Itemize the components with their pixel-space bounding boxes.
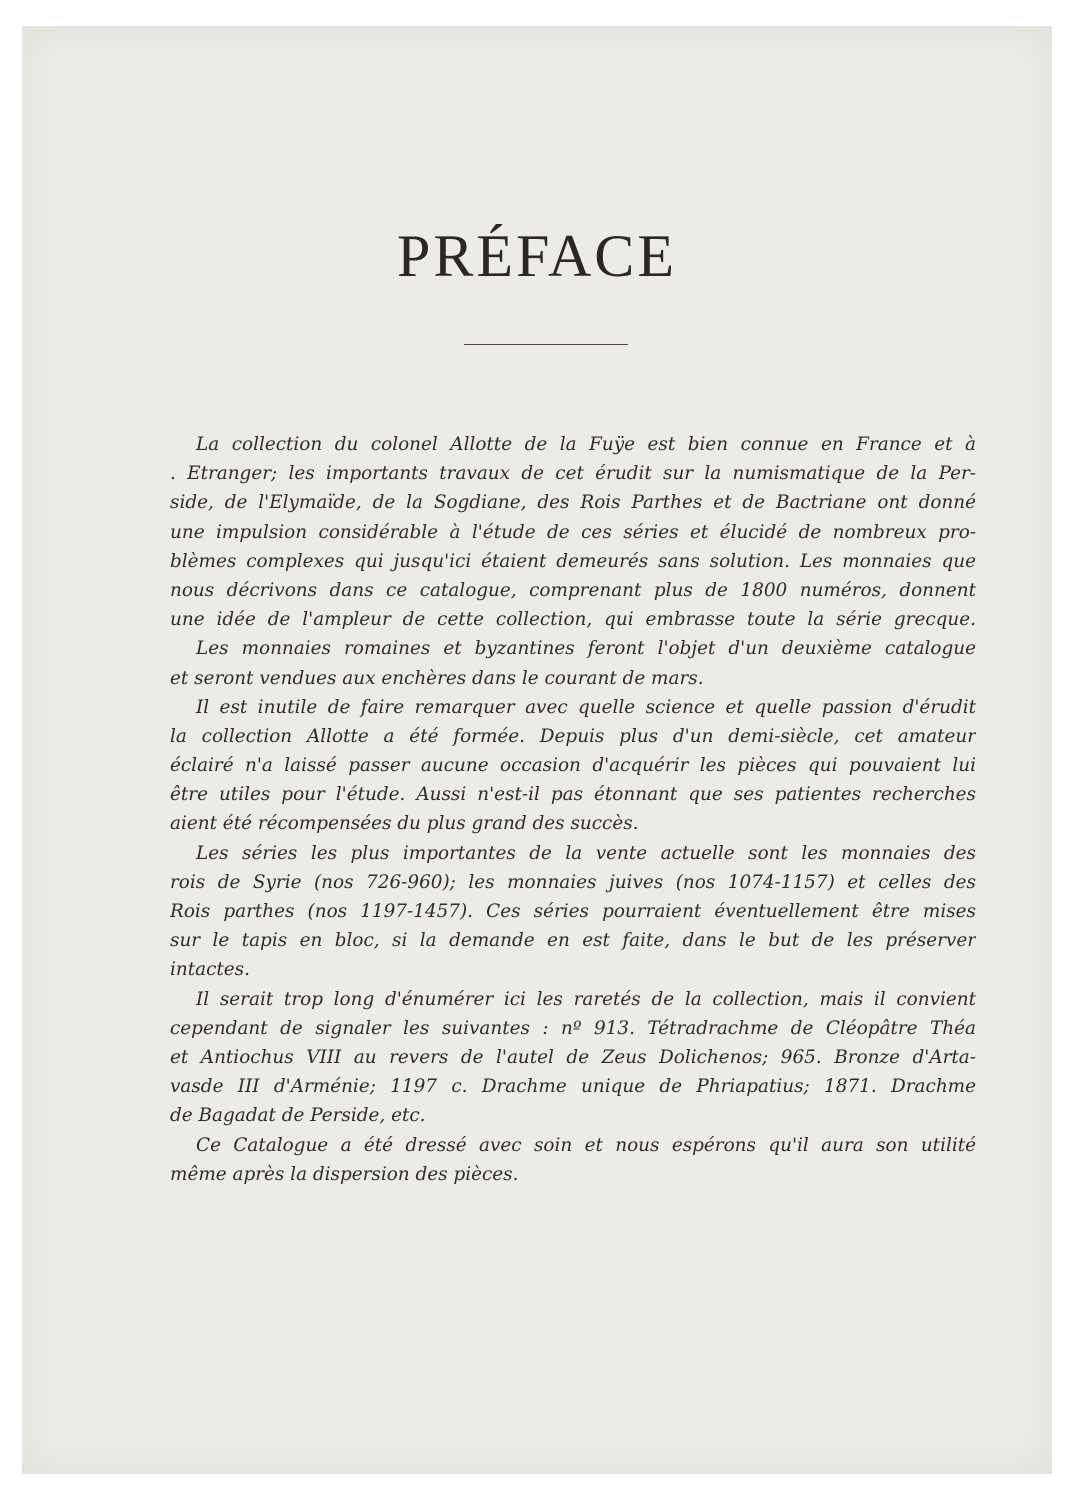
text-line: Ce Catalogue a été dressé avec soin et nous espérons qu'il aura son utilité [196,1134,976,1156]
text-line: être utiles pour l'étude. Aussi n'est-il pas étonnant que ses patientes recherches [170,784,976,806]
text-line: La collection du colonel Allotte de la Fuÿe est bien connue en France et à [196,434,976,455]
text-line: side, de l'Elymaïde, de la Sogdiane, des Rois Parthes et de Bactriane ont donné [170,492,976,514]
text-line: vasde III d'Arménie; 1197 c. Drachme unique de Phriapatius; 1871. Drachme [170,1076,976,1098]
text-line: aient été récompensées du plus grand des succès. [170,813,639,835]
text-line: une idée de l'ampleur de cette collection, qui embrasse toute la série grecque. [170,609,976,631]
book-page [22,26,1052,1474]
text-line: intactes. [170,959,250,981]
text-line: Il serait trop long d'énumérer ici les raretés de la collection, mais il convient [196,988,976,1010]
text-line: de Bagadat de Perside, etc. [170,1105,426,1127]
title-divider [464,344,628,345]
text-line: Rois parthes (nos 1197-1457). Ces séries pourraient éventuellement être mises [170,901,976,922]
paragraph-6 [170,1131,976,1189]
text-line: éclairé n'a laissé passer aucune occasion d'acquérir les pièces qui pouvaient lui [170,755,976,777]
text-line: nous décrivons dans ce catalogue, comprenant plus de 1800 numéros, donnent [170,579,976,601]
preface-body [170,430,976,1189]
text-line: Les monnaies romaines et byzantines feront l'objet d'un deuxième catalogue [196,638,976,660]
paragraph-2 [170,634,976,692]
text-line: Les séries les plus importantes de la vente actuelle sont les monnaies des [196,842,976,864]
text-line: même après la dispersion des pièces. [170,1163,519,1185]
text-line: une impulsion considérable à l'étude de ces séries et élucidé de nombreux pro- [170,521,976,543]
paragraph-3 [170,693,976,839]
text-line: . Etranger; les importants travaux de cet érudit sur la numismatique de la Per- [170,463,976,485]
paragraph-5 [170,985,976,1131]
text-line: cependant de signaler les suivantes : nº 913. Tétradrachme de Cléopâtre Théa [170,1017,976,1039]
text-line: Il est inutile de faire remarquer avec quelle science et quelle passion d'érudit [196,696,976,718]
text-line: rois de Syrie (nos 726-960); les monnaies juives (nos 1074-1157) et celles des [170,871,976,893]
text-line: et seront vendues aux enchères dans le courant de mars. [170,667,704,689]
paragraph-1 [170,430,976,634]
text-line: et Antiochus VIII au revers de l'autel de Zeus Dolichenos; 965. Bronze d'Arta- [170,1046,976,1068]
text-line: sur le tapis en bloc, si la demande en est faite, dans le but de les préserver [170,930,976,952]
text-line: blèmes complexes qui jusqu'ici étaient demeurés sans solution. Les monnaies que [170,550,976,572]
paragraph-4 [170,839,976,985]
text-line: la collection Allotte a été formée. Depuis plus d'un demi-siècle, cet amateur [170,725,976,747]
page-title: PRÉFACE [397,223,677,289]
